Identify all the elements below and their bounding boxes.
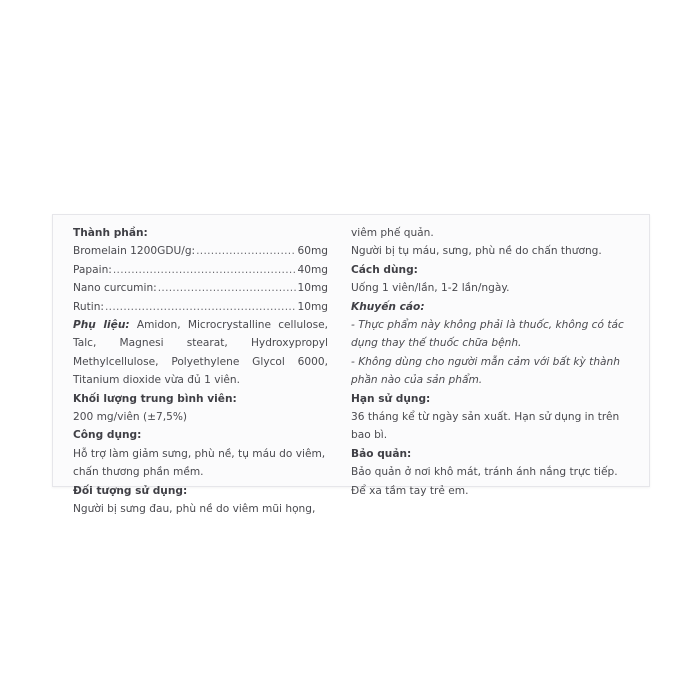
storage-line: Bảo quản ở nơi khô mát, tránh ánh nắng trực tiếp.	[351, 466, 618, 479]
target-line: Người bị sưng đau, phù nề do viêm mũi họng,	[73, 503, 316, 516]
ingredient-row	[73, 298, 328, 316]
product-info-panel	[52, 214, 650, 516]
ingredient-amount: 10mg	[297, 282, 328, 295]
ingredient-name: Papain:	[73, 263, 112, 276]
left-column	[73, 224, 328, 519]
target-heading: Đối tượng sử dụng:	[73, 484, 188, 497]
ingredient-row	[73, 279, 328, 297]
target-line: viêm phế quản.	[351, 227, 434, 239]
ingredient-name: Rutin:	[73, 300, 104, 313]
ingredient-name: Nano curcumin:	[73, 282, 157, 295]
weight-heading: Khối lượng trung bình viên:	[73, 392, 237, 405]
warning-line: dụng thay thế thuốc chữa bệnh.	[351, 337, 522, 350]
ingredient-amount: 10mg	[297, 300, 328, 313]
storage-line: Để xa tầm tay trẻ em.	[351, 484, 469, 497]
ingredient-name: Bromelain 1200GDU/g:	[73, 245, 196, 258]
ingredient-amount: 60mg	[297, 245, 328, 258]
warning-line: phần nào của sản phẩm.	[351, 374, 483, 387]
right-column	[351, 224, 636, 500]
warning-heading: Khuyến cáo:	[351, 300, 425, 313]
usage-heading: Cách dùng:	[351, 263, 418, 276]
uses-heading: Công dụng:	[73, 429, 142, 442]
weight-value: 200 mg/viên (±7,5%)	[73, 411, 188, 424]
leader-dots	[158, 279, 297, 297]
expiry-line: bao bì.	[351, 429, 388, 442]
excipients-line: Titanium dioxide vừa đủ 1 viên.	[73, 374, 241, 387]
usage-line: Uống 1 viên/lần, 1-2 lần/ngày.	[351, 282, 510, 295]
warning-line: - Thực phẩm này không phải là thuốc, không có tác	[351, 319, 624, 332]
storage-heading: Bảo quản:	[351, 447, 412, 460]
warning-line: - Không dùng cho người mẫn cảm với bất kỳ thành	[351, 355, 620, 368]
excipients-line: Methylcellulose, Polyethylene Glycol 6000,	[73, 355, 328, 368]
expiry-line: 36 tháng kể từ ngày sản xuất. Hạn sử dụng in trên	[351, 411, 620, 424]
ingredient-row	[73, 242, 328, 260]
target-line: Người bị tụ máu, sưng, phù nề do chấn thương.	[351, 245, 602, 258]
expiry-heading: Hạn sử dụng:	[351, 392, 431, 405]
excipients-label: Phụ liệu:	[73, 319, 130, 332]
leader-dots	[196, 242, 296, 260]
excipients-line: Talc, Magnesi stearat, Hydroxypropyl	[73, 337, 328, 350]
leader-dots	[105, 298, 296, 316]
leader-dots	[113, 261, 297, 279]
ingredient-row	[73, 261, 328, 279]
uses-line: Hỗ trợ làm giảm sưng, phù nề, tụ máu do viêm,	[73, 447, 326, 460]
uses-line: chấn thương phần mềm.	[73, 466, 204, 479]
ingredient-amount: 40mg	[297, 263, 328, 276]
excipients-text: Amidon, Microcrystalline cellulose,	[129, 319, 328, 332]
ingredients-heading: Thành phần:	[73, 227, 148, 239]
excipients-line	[73, 316, 328, 334]
